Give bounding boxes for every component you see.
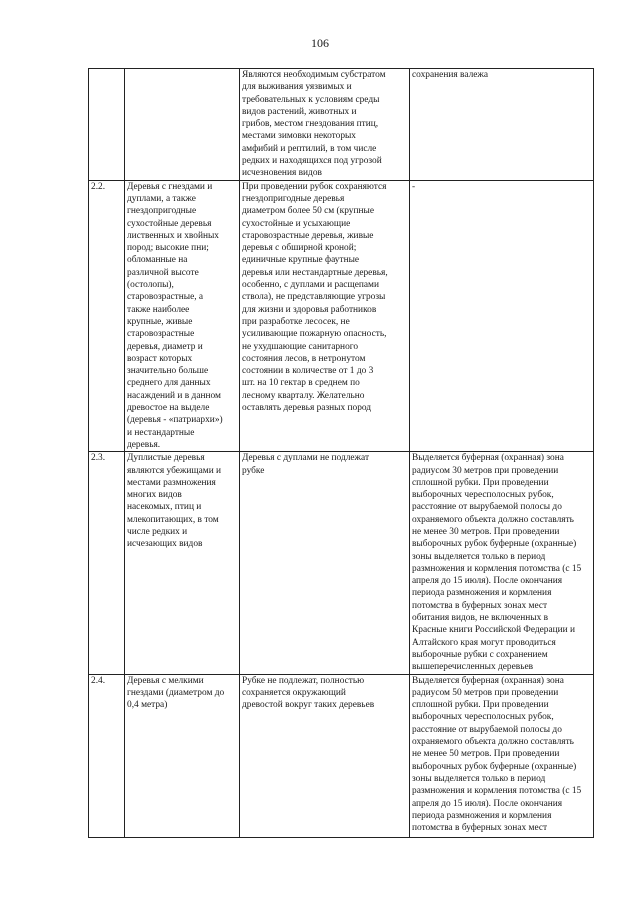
protection-regime-cell: Являются необходимым субстратом для выживания уязвимых и требовательных к условиям среды видов растений, животных и грибов, местом гнездования птиц, местами зимовки некоторых амфибий и рептилий, в том числе редких и находящихся под угрозой исчезновения видов [240, 69, 410, 181]
item-number-cell: 2.2. [89, 180, 125, 452]
table-row [89, 452, 594, 674]
protection-regime-cell: При проведении рубок сохраняются гнездопригодные деревья диаметром более 50 см (крупные сухостойные и усыхающие старовозрастные деревья, живые деревья с обширной кроной; единичные крупные фаутные деревья или нестандартные деревья, особенно, с дуплами и расщепами ствола), не представляющие угрозы для жизни и здоровья работников при разработке лесосек, не усиливающие пожарную опасность, не ухудшающие санитарного состояния лесов, в нетронутом состоянии в количестве от 1 до 3 шт. на 10 гектар в среднем по лесному кварталу. Желательно оставлять деревья разных пород [240, 180, 410, 452]
object-description-cell: Деревья с гнездами и дуплами, а также гнездопригодные сухостойные деревья лиственных и хвойных пород; высокие пни; обломанные на различной высоте (остолопы), старовозрастные, а также наиболее крупные, живые старовозрастные деревья, диаметр и возраст которых значительно больше среднего для данных насаждений и в данном древостое на выделе (деревья - «патриархи») и нестандартные деревья. [125, 180, 240, 452]
object-description-cell: Дуплистые деревья являются убежищами и местами размножения многих видов насекомых, птиц и млекопитающих, в том числе редких и исчезающих видов [125, 452, 240, 674]
table-row [89, 180, 594, 452]
protection-regime-cell: Деревья с дуплами не подлежат рубке [240, 452, 410, 674]
page-number: 106 [311, 36, 329, 50]
protection-regime-cell: Рубке не подлежат, полностью сохраняется окружающий древостой вокруг таких деревьев [240, 674, 410, 837]
object-description-cell [125, 69, 240, 181]
item-number-cell: 2.4. [89, 674, 125, 837]
buffer-zone-cell: Выделяется буферная (охранная) зона радиусом 50 метров при проведении сплошной рубки. При проведении выборочных чересполосных рубок, расстояние от вырубаемой полосы до охраняемого объекта должно составлять не менее 50 метров. При проведении выборочных рубок буферные (охранные) зоны выделяется только в период размножения и кормления потомства (с 15 апреля до 15 июля). После окончания периода размножения и кормления потомства в буферных зонах мест [410, 674, 594, 837]
table-row [89, 674, 594, 837]
buffer-zone-cell: Выделяется буферная (охранная) зона радиусом 30 метров при проведении сплошной рубки. При проведении выборочных чересполосных рубок, расстояние от вырубаемой полосы до охраняемого объекта должно составлять не менее 30 метров. При проведении выборочных рубок буферные (охранные) зоны выделяется только в период размножения и кормления потомства (с 15 апреля до 15 июля). После окончания периода размножения и кормления потомства в буферных зонах мест обитания видов, не включенных в Красные книги Российской Федерации и Алтайского края могут проводиться выборочные рубки с сохранением вышеперечисленных деревьев [410, 452, 594, 674]
table-row [89, 69, 594, 181]
buffer-zone-cell: - [410, 180, 594, 452]
buffer-zone-cell: сохранения валежа [410, 69, 594, 181]
object-description-cell: Деревья с мелкими гнездами (диаметром до 0,4 метра) [125, 674, 240, 837]
protection-regime-table [88, 68, 594, 838]
item-number-cell [89, 69, 125, 181]
item-number-cell: 2.3. [89, 452, 125, 674]
